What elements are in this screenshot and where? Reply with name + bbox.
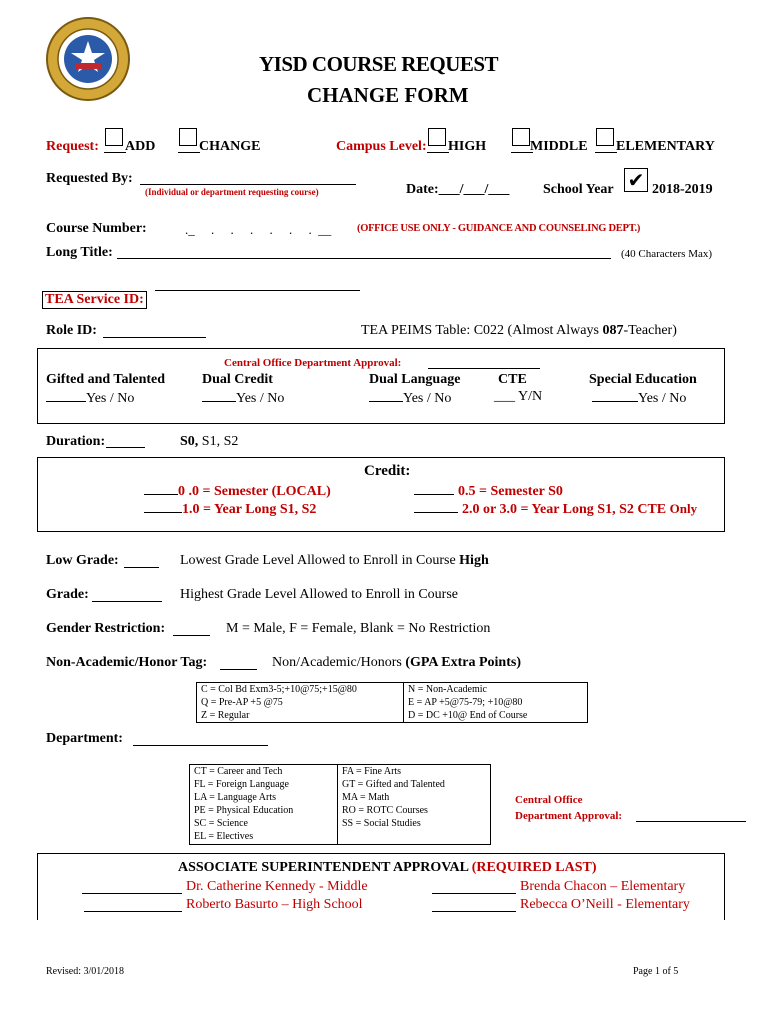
table-cell: D = DC +10@ End of Course	[408, 710, 528, 721]
honor-tag-field[interactable]	[220, 669, 257, 670]
low-grade-field[interactable]	[124, 567, 159, 568]
credit-option-4[interactable]: 2.0 or 3.0 = Year Long S1, S2 CTE Only	[414, 500, 697, 518]
revised-date: Revised: 3/01/2018	[46, 966, 125, 977]
credit-option-3[interactable]: 0.5 = Semester S0	[414, 482, 563, 500]
department-codes-right	[338, 765, 491, 845]
tea-line	[155, 290, 360, 291]
table-row	[197, 683, 588, 723]
role-id-label: Role ID:	[46, 323, 97, 338]
date-field[interactable]: Date:___/___/___	[406, 182, 510, 197]
table-cell: LA = Language Arts	[194, 792, 277, 803]
sig-line-3[interactable]	[432, 893, 516, 894]
school-year-value: 2018-2019	[652, 182, 713, 197]
table-cell: SS = Social Studies	[342, 818, 421, 829]
table-cell: EL = Electives	[194, 831, 254, 842]
campus-level-label: Campus Level:	[336, 139, 427, 154]
page-number: Page 1 of 5	[633, 966, 679, 977]
central-office-approval-field[interactable]	[428, 368, 540, 369]
honor-codes-left	[197, 683, 404, 723]
table-cell: Z = Regular	[201, 710, 250, 721]
dept-central-office-line1: Central Office	[515, 794, 583, 806]
cte-options[interactable]: ___ Y/N	[494, 389, 543, 404]
sped-label: Special Education	[589, 372, 697, 387]
table-cell: SC = Science	[194, 818, 248, 829]
high-checkbox[interactable]	[428, 128, 446, 146]
department-codes-left	[190, 765, 338, 845]
gifted-label: Gifted and Talented	[46, 372, 166, 387]
grade-desc: Highest Grade Level Allowed to Enroll in Course	[180, 587, 458, 602]
dept-central-office-field[interactable]	[636, 821, 746, 822]
table-cell: E = AP +5@75-79; +10@80	[408, 697, 523, 708]
district-seal	[45, 16, 131, 102]
grade-label: Grade:	[46, 587, 89, 602]
honor-codes-right	[404, 683, 588, 723]
grade-field[interactable]	[92, 601, 162, 602]
dual-language-options[interactable]: Yes / No	[369, 389, 451, 407]
dual-credit-options[interactable]: Yes / No	[202, 389, 284, 407]
change-label: CHANGE	[199, 139, 261, 154]
dual-language-label: Dual Language	[369, 372, 461, 387]
elementary-label: ELEMENTARY	[616, 139, 715, 154]
sig-line-1[interactable]	[82, 893, 182, 894]
table-cell: RO = ROTC Courses	[342, 805, 428, 816]
peims-table: TEA PEIMS Table: C022 (Almost Always 087-Teacher)	[361, 323, 677, 338]
school-year-label: School Year	[543, 182, 614, 197]
sig-name-3: Brenda Chacon – Elementary	[520, 879, 686, 894]
requested-by-hint: (Individual or department requesting course)	[145, 187, 319, 197]
sig-name-4: Rebecca O’Neill - Elementary	[520, 897, 690, 912]
form-title-line1: YISD COURSE REQUEST	[259, 52, 499, 76]
table-cell: Q = Pre-AP +5 @75	[201, 697, 283, 708]
central-office-approval-label: Central Office Department Approval:	[224, 357, 402, 369]
elementary-underline	[595, 152, 617, 153]
add-label: ADD	[125, 139, 156, 154]
duration-options: S0, S1, S2	[180, 434, 239, 449]
table-cell: CT = Career and Tech	[194, 766, 283, 777]
change-underline	[178, 152, 200, 153]
credit-label: Credit:	[364, 463, 411, 479]
middle-checkbox[interactable]	[512, 128, 530, 146]
table-cell: FL = Foreign Language	[194, 779, 289, 790]
gender-desc: M = Male, F = Female, Blank = No Restriction	[226, 621, 491, 636]
table-cell: FA = Fine Arts	[342, 766, 402, 777]
department-codes-table	[189, 764, 491, 845]
table-cell: PE = Physical Education	[194, 805, 294, 816]
department-field[interactable]	[133, 745, 268, 746]
high-underline	[427, 152, 449, 153]
low-grade-label: Low Grade:	[46, 553, 119, 568]
honor-tag-desc: Non/Academic/Honors (GPA Extra Points)	[272, 655, 521, 670]
school-year-checkbox[interactable]: ✔	[624, 168, 648, 192]
table-cell: MA = Math	[342, 792, 390, 803]
sped-options[interactable]: Yes / No	[592, 389, 686, 407]
requested-by-label: Requested By:	[46, 171, 133, 186]
course-number-field[interactable]: ._ . . . . . . __	[185, 222, 332, 237]
sig-name-2: Roberto Basurto – High School	[186, 897, 363, 912]
superintendent-heading: ASSOCIATE SUPERINTENDENT APPROVAL (REQUIRED LAST)	[178, 860, 597, 875]
dual-credit-label: Dual Credit	[202, 372, 273, 387]
table-cell: C = Col Bd Exm3-5;+10@75;+15@80	[201, 684, 357, 695]
office-use-note: (OFFICE USE ONLY - GUIDANCE AND COUNSELING DEPT.)	[357, 223, 641, 234]
long-title-label: Long Title:	[46, 245, 113, 260]
sig-line-2[interactable]	[84, 911, 182, 912]
sig-name-1: Dr. Catherine Kennedy - Middle	[186, 879, 368, 894]
department-label: Department:	[46, 731, 123, 746]
cte-label: CTE	[498, 372, 527, 387]
duration-label: Duration:	[46, 434, 106, 449]
form-title-line2: CHANGE FORM	[307, 83, 469, 107]
dept-central-office-line2: Department Approval:	[515, 810, 623, 822]
course-number-label: Course Number:	[46, 221, 147, 236]
long-title-max: (40 Characters Max)	[621, 248, 713, 260]
request-label: Request:	[46, 139, 99, 154]
gifted-options[interactable]: Yes / No	[46, 389, 134, 407]
credit-option-1[interactable]: 0 .0 = Semester (LOCAL)	[144, 482, 331, 500]
role-id-field[interactable]	[103, 337, 206, 338]
table-row	[190, 765, 491, 845]
middle-label: MIDDLE	[530, 139, 588, 154]
elementary-checkbox[interactable]	[596, 128, 614, 146]
gender-field[interactable]	[173, 635, 210, 636]
add-underline	[104, 152, 126, 153]
long-title-field[interactable]	[117, 258, 611, 259]
credit-option-2[interactable]: 1.0 = Year Long S1, S2	[144, 500, 316, 518]
table-cell: N = Non-Academic	[408, 684, 487, 695]
gender-label: Gender Restriction:	[46, 621, 166, 636]
change-checkbox[interactable]	[179, 128, 197, 146]
honor-tag-label: Non-Academic/Honor Tag:	[46, 655, 208, 670]
low-grade-desc: Lowest Grade Level Allowed to Enroll in Course High	[180, 553, 489, 568]
requested-by-field[interactable]	[140, 184, 356, 185]
duration-field[interactable]	[106, 447, 145, 448]
high-label: HIGH	[448, 139, 487, 154]
table-cell: GT = Gifted and Talented	[342, 779, 445, 790]
add-checkbox[interactable]	[105, 128, 123, 146]
tea-service-id-label: TEA Service ID:	[42, 291, 147, 309]
sig-line-4[interactable]	[432, 911, 516, 912]
honor-codes-table	[196, 682, 588, 723]
